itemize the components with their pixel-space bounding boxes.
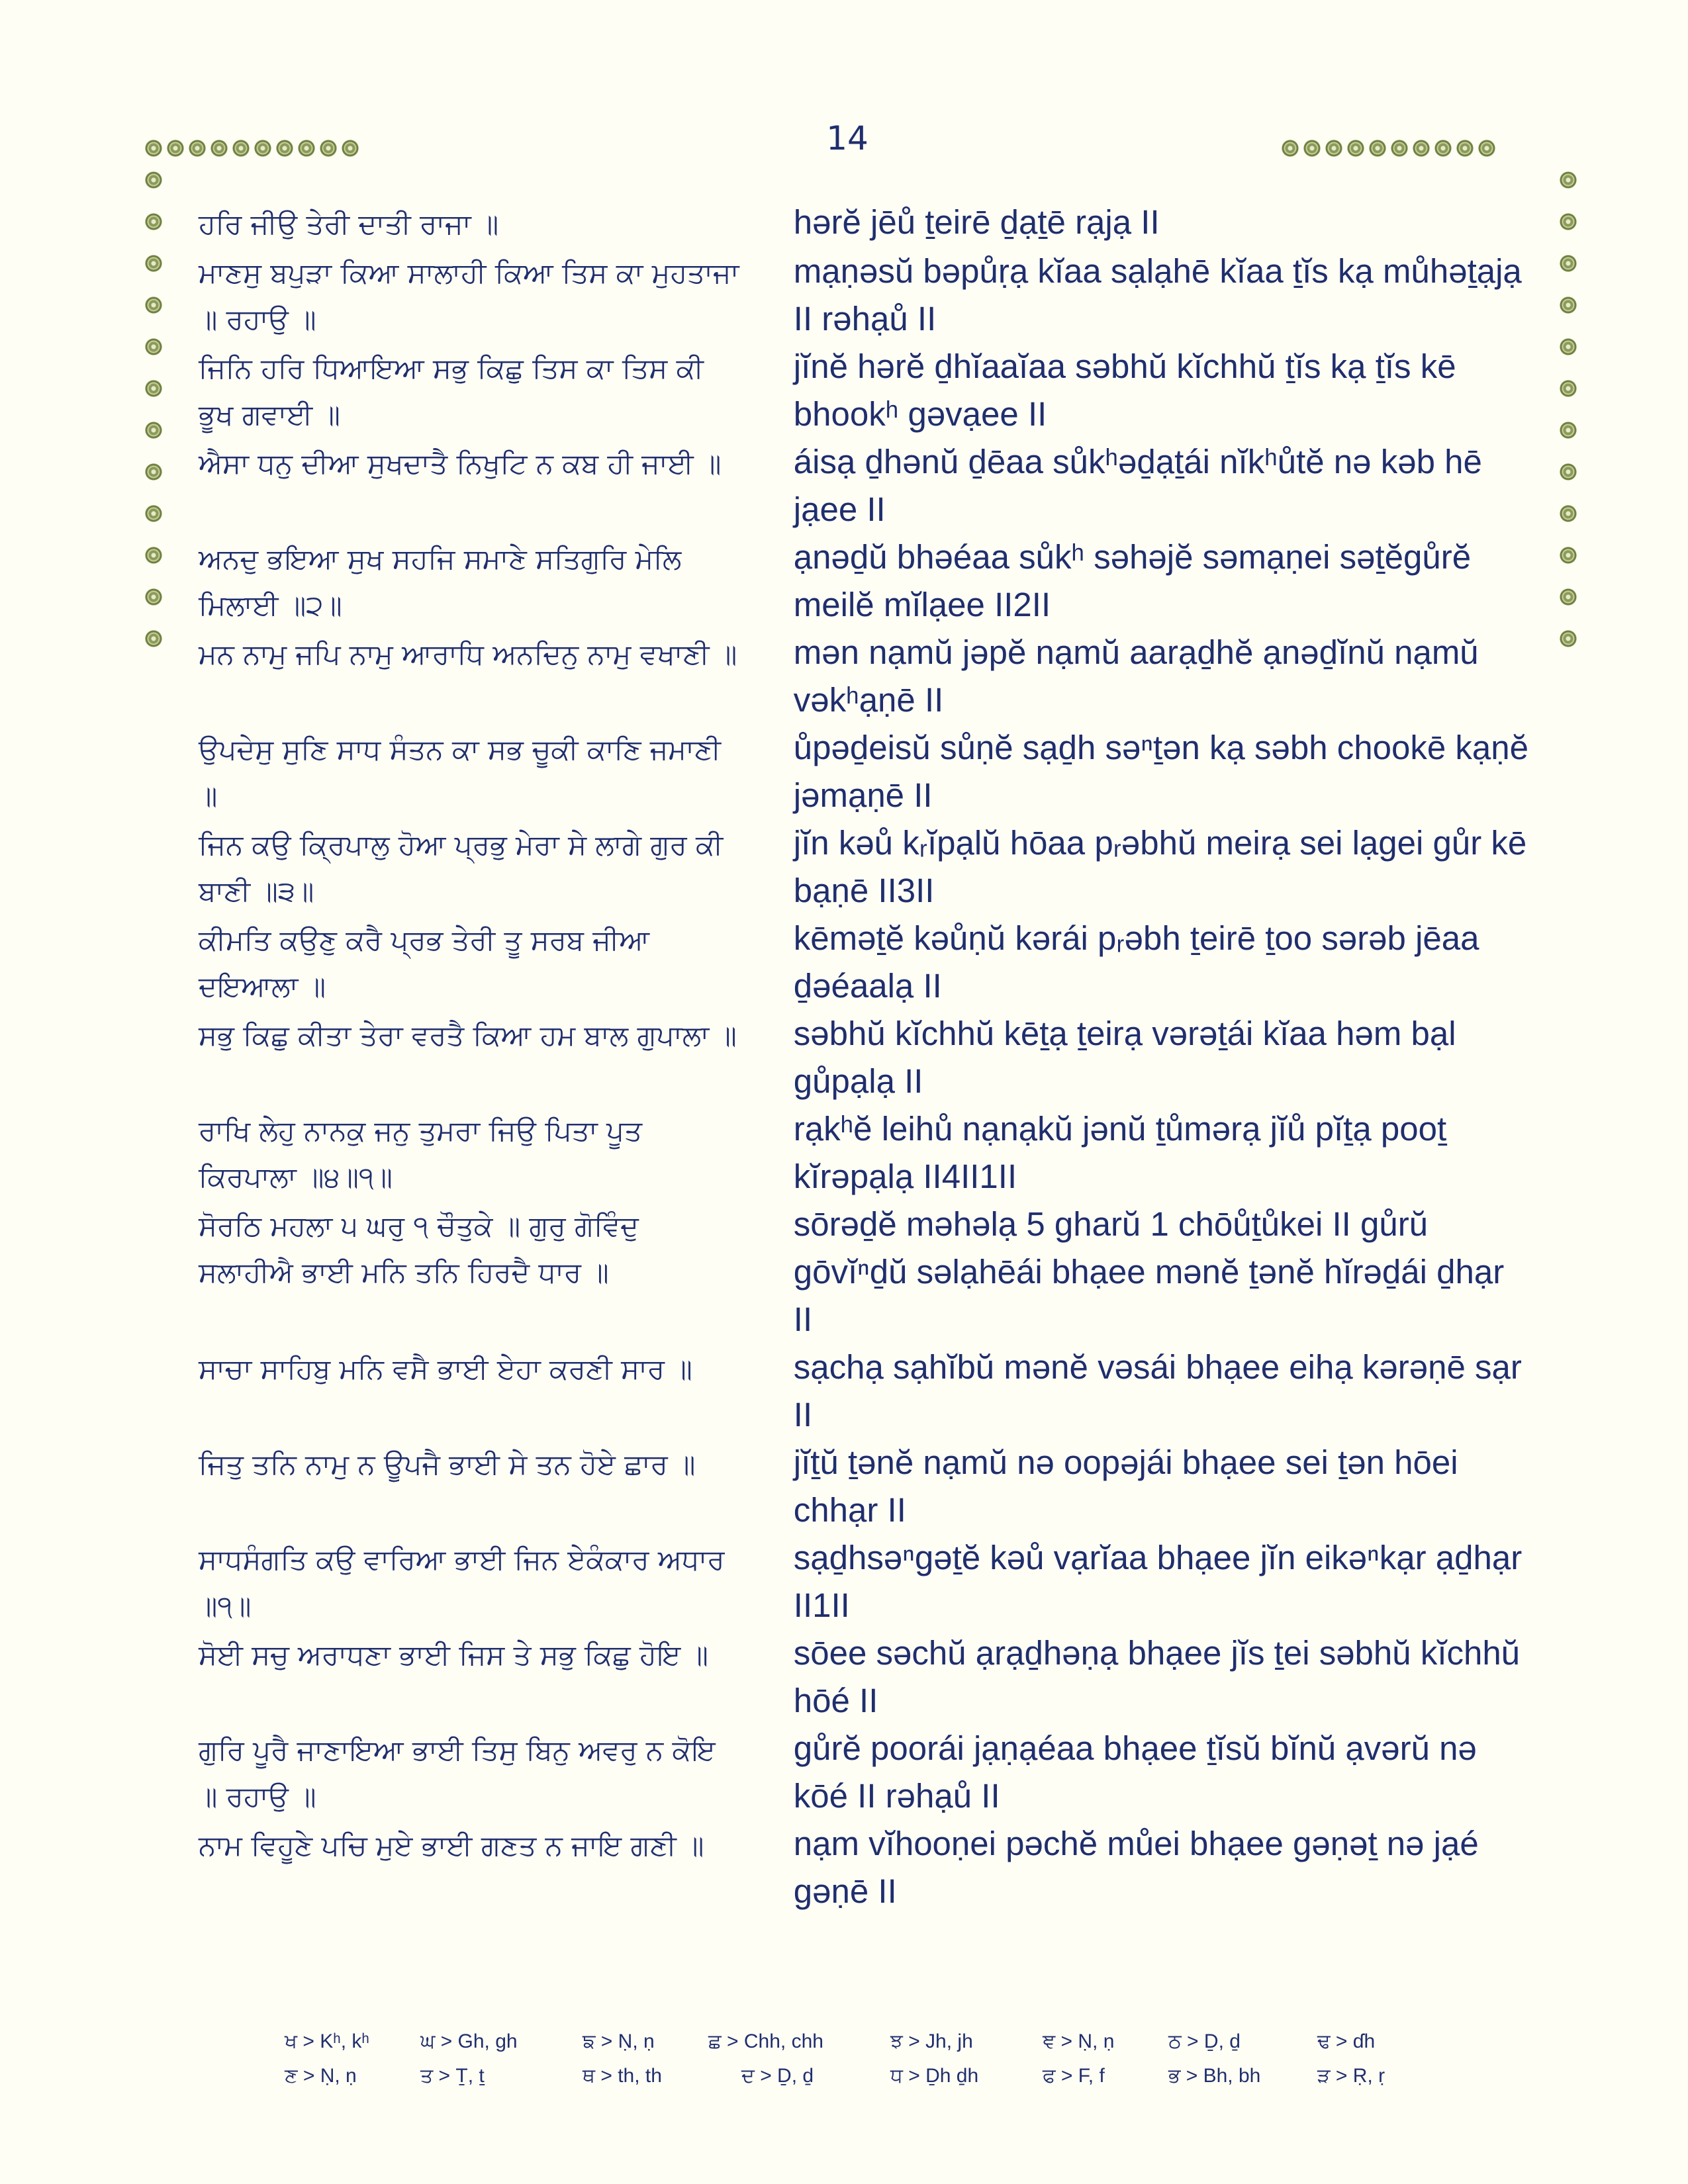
- gurmukhi-text: ਸੋਰਠਿ ਮਹਲਾ ੫ ਘਰੁ ੧ ਚੌਤੁਕੇ ॥ ਗੁਰੁ ਗੋਵਿੰਦੁ ਸਲਾਹੀਐ ਭਾਈ ਮਨਿ ਤਨਿ ਹਿਰਦੈ ਧਾਰ ॥: [199, 1210, 639, 1289]
- flower-ornament-icon: [144, 546, 163, 565]
- flower-ornament-icon: [144, 212, 163, 231]
- verse-row: [199, 915, 1529, 1010]
- gurmukhi-text: ਮਾਣਸੁ ਬਪੁੜਾ ਕਿਆ ਸਾਲਾਹੀ ਕਿਆ ਤਿਸ ਕਾ ਮੁਹਤਾਜਾ ॥ ਰਹਾਉ ॥: [199, 257, 739, 336]
- transliteration-text: jĭn kəů kᵣĭpạlŭ hōaa pᵣəbhŭ meirạ sei lạgei gůr kē bạṇē II3II: [793, 824, 1527, 909]
- transliteration-text: jĭṯŭ ṯənĕ nạmŭ nə oopəjái bhạee sei ṯən hōei chhạr II: [793, 1443, 1458, 1529]
- verse-row: [199, 629, 1529, 724]
- transliteration-text: sạḏhsəⁿgəṯĕ kəů vạrĭaa bhạee jĭn eikəⁿkạr ạḏhạr II1II: [793, 1539, 1523, 1624]
- flower-ornament-icon: [210, 139, 228, 158]
- flower-ornament-icon: [1559, 254, 1577, 273]
- flower-ornament-icon: [1559, 379, 1577, 398]
- verse-row: [199, 438, 1529, 533]
- legend-item: ਤ > Ṯ, ṯ: [420, 2065, 485, 2087]
- legend-item: ਥ > th, th: [583, 2065, 662, 2087]
- legend-item: ਖ > Kʰ, kʰ: [285, 2030, 369, 2052]
- transliteration-text: jĭnĕ hərĕ ḏhĭaaĭaa səbhŭ kĭchhŭ ṯĭs kạ ṯĭs kē bhookʰ gəvạee II: [793, 347, 1456, 433]
- legend-item: ਠ > Ḏ, ḏ: [1168, 2030, 1241, 2052]
- page-number: 14: [826, 119, 868, 158]
- flower-ornament-icon: [341, 139, 359, 158]
- flower-ornament-icon: [1434, 139, 1452, 158]
- flower-ornament-icon: [1281, 139, 1299, 158]
- flower-ornament-icon: [232, 139, 250, 158]
- flower-ornament-icon: [297, 139, 316, 158]
- verse-row: [199, 1010, 1529, 1105]
- gurmukhi-text: ਜਿਨ ਕਉ ਕ੍ਰਿਪਾਲੁ ਹੋਆ ਪ੍ਰਭੁ ਮੇਰਾ ਸੇ ਲਾਗੇ ਗੁਰ ਕੀ ਬਾਣੀ ॥੩॥: [199, 829, 724, 907]
- flower-ornament-icon: [1412, 139, 1430, 158]
- legend-item: ਫ > F, f: [1043, 2065, 1105, 2087]
- transliteration-text: səbhŭ kĭchhŭ kēṯạ ṯeirạ vərəṯái kĭaa həm bạl gůpạlạ II: [793, 1015, 1456, 1100]
- flower-ornament-icon: [188, 139, 207, 158]
- flower-ornament-icon: [1559, 171, 1577, 189]
- verse-row: [199, 1820, 1529, 1915]
- flower-ornament-icon: [275, 139, 294, 158]
- verse-row: [199, 1725, 1529, 1820]
- flower-ornament-icon: [1559, 546, 1577, 565]
- legend-item: ਛ > Chh, chh: [708, 2030, 823, 2052]
- legend-item: ਙ > Ṇ, ṇ: [583, 2030, 655, 2052]
- verse-row: [199, 1629, 1529, 1725]
- legend-item: ਧ > Ḏh ḏh: [890, 2065, 979, 2087]
- verse-row: [199, 1439, 1529, 1534]
- verse-row: [199, 1534, 1529, 1629]
- flower-ornament-icon: [319, 139, 338, 158]
- transliteration-text: áisạ ḏhənŭ ḏēaa sůkʰəḏạṯái nĭkʰůtĕ nə kəb hē jạee II: [793, 443, 1482, 528]
- flower-ornament-icon: [1559, 588, 1577, 606]
- flower-ornament-icon: [144, 588, 163, 606]
- verse-row: [199, 724, 1529, 819]
- gurmukhi-text: ਉਪਦੇਸੁ ਸੁਣਿ ਸਾਧ ਸੰਤਨ ਕਾ ਸਭ ਚੂਕੀ ਕਾਣਿ ਜਮਾਣੀ ॥: [199, 733, 721, 812]
- verse-row: [199, 343, 1529, 438]
- transliteration-text: sōrəḏĕ məhəlạ 5 gharŭ 1 chōůṯůkei II gůrŭ gōvĭⁿḏŭ səlạhēái bhạee mənĕ ṯənĕ hĭrəḏái ḏhạr II: [793, 1205, 1505, 1338]
- transliteration-text: kēməṯĕ kəůṇŭ kərái pᵣəbh ṯeirē ṯoo sərəb jēaa ḏəéaalạ II: [793, 919, 1479, 1005]
- transliteration-text: gůrĕ poorái jạṇạéaa bhạee ṯĭsŭ bĭnŭ ạvərŭ nə kōé II rəhạů II: [793, 1729, 1477, 1815]
- transliteration-text: mạṇəsŭ bəpůṛạ kĭaa sạlạhē kĭaa ṯĭs kạ můhəṯạjạ II rəhạů II: [793, 252, 1522, 338]
- flower-ornament-icon: [1559, 421, 1577, 439]
- verse-row: [199, 1343, 1529, 1439]
- gurmukhi-text: ਐਸਾ ਧਨੁ ਦੀਆ ਸੁਖਦਾਤੈ ਨਿਖੁਟਿ ਨ ਕਬ ਹੀ ਜਾਈ ॥: [199, 447, 722, 480]
- flower-ornament-icon: [1303, 139, 1321, 158]
- transliteration-text: nạm vĭhooṇei pəchĕ můei bhạee gəṇəṯ nə jạé gəṇē II: [793, 1825, 1479, 1910]
- gurmukhi-text: ਸੋਈ ਸਚੁ ਅਰਾਧਣਾ ਭਾਈ ਜਿਸ ਤੇ ਸਭੁ ਕਿਛੁ ਹੋਇ ॥: [199, 1639, 708, 1671]
- legend-item: ਭ > Bh, bh: [1168, 2065, 1261, 2087]
- flower-ornament-icon: [1390, 139, 1409, 158]
- gurmukhi-text: ਅਨਦੁ ਭਇਆ ਸੁਖ ਸਹਜਿ ਸਮਾਣੇ ਸਤਿਗੁਰਿ ਮੇਲਿ ਮਿਲਾਈ ॥੨॥: [199, 543, 682, 621]
- gurmukhi-text: ਗੁਰਿ ਪੂਰੈ ਜਾਣਾਇਆ ਭਾਈ ਤਿਸੁ ਬਿਨੁ ਅਵਰੁ ਨ ਕੋਇ ॥ ਰਹਾਉ ॥: [199, 1734, 716, 1813]
- flower-ornament-icon: [1559, 338, 1577, 356]
- flower-ornament-icon: [1368, 139, 1387, 158]
- legend-item: ਞ > Ṇ, ṇ: [1043, 2030, 1115, 2052]
- verse-row: [199, 248, 1529, 343]
- gurmukhi-text: ਕੀਮਤਿ ਕਉਣੁ ਕਰੈ ਪ੍ਰਭ ਤੇਰੀ ਤੂ ਸਰਬ ਜੀਆ ਦਇਆਲਾ ॥: [199, 924, 650, 1003]
- legend-item: ੜ > Ṛ, ṛ: [1317, 2065, 1385, 2087]
- transliteration-text: rạkʰĕ leihů nạnạkŭ jənŭ ṯůmərạ jĭů pĭṯạ pooṯ kĭrəpạlạ II4II1II: [793, 1110, 1447, 1195]
- flower-ornament-icon: [144, 629, 163, 648]
- gurmukhi-text: ਰਾਖਿ ਲੇਹੁ ਨਾਨਕੁ ਜਨੁ ਤੁਮਰਾ ਜਿਉ ਪਿਤਾ ਪੂਤ ਕਿਰਪਾਲਾ ॥੪॥੧॥: [199, 1115, 643, 1193]
- legend-item: ਘ > Gh, gh: [420, 2030, 518, 2052]
- flower-ornament-icon: [254, 139, 272, 158]
- gurmukhi-text: ਜਿਨਿ ਹਰਿ ਧਿਆਇਆ ਸਭੁ ਕਿਛੁ ਤਿਸ ਕਾ ਤਿਸ ਕੀ ਭੂਖ ਗਵਾਈ ॥: [199, 352, 704, 431]
- transliteration-text: ạnəḏŭ bhəéaa sůkʰ səhəjĕ səmạṇei səṯĕgůrĕ meilĕ mĭlạee II2II: [793, 538, 1472, 623]
- flower-ornament-icon: [1559, 629, 1577, 648]
- gurmukhi-text: ਨਾਮ ਵਿਹੂਣੇ ਪਚਿ ਮੁਏ ਭਾਈ ਗਣਤ ਨ ਜਾਇ ਗਣੀ ॥: [199, 1829, 704, 1862]
- flower-ornament-icon: [144, 504, 163, 523]
- flower-ornament-icon: [1559, 463, 1577, 481]
- verse-row: [199, 199, 1529, 248]
- flower-ornament-icon: [166, 139, 185, 158]
- gurmukhi-text: ਸਭੁ ਕਿਛੁ ਕੀਤਾ ਤੇਰਾ ਵਰਤੈ ਕਿਆ ਹਮ ਬਾਲ ਗੁਪਾਲਾ ॥: [199, 1019, 737, 1052]
- flower-ornament-icon: [144, 139, 163, 158]
- flower-ornament-icon: [1346, 139, 1365, 158]
- flower-ornament-icon: [144, 421, 163, 439]
- verse-row: [199, 1201, 1529, 1343]
- flower-ornament-icon: [144, 296, 163, 314]
- verse-row: [199, 1105, 1529, 1201]
- legend-item: ਣ > Ṇ, ṇ: [285, 2065, 357, 2087]
- gurmukhi-text: ਜਿਤੁ ਤਨਿ ਨਾਮੁ ਨ ਊਪਜੈ ਭਾਈ ਸੇ ਤਨ ਹੋਏ ਛਾਰ ॥: [199, 1448, 696, 1480]
- flower-ornament-icon: [144, 171, 163, 189]
- gurmukhi-text: ਮਨ ਨਾਮੁ ਜਪਿ ਨਾਮੁ ਆਰਾਧਿ ਅਨਦਿਨੁ ਨਾਮੁ ਵਖਾਣੀ ॥: [199, 638, 737, 670]
- flower-ornament-icon: [144, 379, 163, 398]
- legend-row-1: [285, 2030, 1410, 2065]
- flower-ornament-icon: [1325, 139, 1343, 158]
- legend-item: ਢ > ɗh: [1317, 2030, 1376, 2052]
- flower-ornament-icon: [144, 463, 163, 481]
- flower-ornament-icon: [1559, 504, 1577, 523]
- verse-row: [199, 533, 1529, 629]
- flower-ornament-icon: [144, 254, 163, 273]
- transliteration-legend: [285, 2030, 1410, 2099]
- gurmukhi-text: ਹਰਿ ਜੀਉ ਤੇਰੀ ਦਾਤੀ ਰਾਜਾ ॥: [199, 208, 499, 240]
- flower-ornament-icon: [144, 338, 163, 356]
- transliteration-text: hərĕ jēů ṯeirē ḏạṯē rạjạ II: [793, 203, 1160, 241]
- transliteration-text: mən nạmŭ jəpĕ nạmŭ aarạḏhĕ ạnəḏĭnŭ nạmŭ vəkʰạṇē II: [793, 633, 1479, 719]
- legend-item: ਦ > Ḏ, ḏ: [741, 2065, 814, 2087]
- flower-ornament-icon: [1559, 296, 1577, 314]
- legend-row-2: [285, 2065, 1410, 2099]
- transliteration-text: ůpəḏeisŭ sůṇĕ sạḏh səⁿṯən kạ səbh chookē kạṇĕ jəmạṇē II: [793, 729, 1529, 814]
- flower-ornament-icon: [1456, 139, 1474, 158]
- gurmukhi-text: ਸਾਧਸੰਗਤਿ ਕਉ ਵਾਰਿਆ ਭਾਈ ਜਿਨ ਏਕੰਕਾਰ ਅਧਾਰ ॥੧॥: [199, 1543, 725, 1622]
- gurmukhi-text: ਸਾਚਾ ਸਾਹਿਬੁ ਮਨਿ ਵਸੈ ਭਾਈ ਏਹਾ ਕਰਣੀ ਸਾਰ ॥: [199, 1353, 692, 1385]
- verse-list: [199, 199, 1529, 1915]
- flower-ornament-icon: [1559, 212, 1577, 231]
- flower-ornament-icon: [1477, 139, 1496, 158]
- legend-item: ਝ > Jh, jh: [890, 2030, 973, 2052]
- verse-row: [199, 819, 1529, 915]
- transliteration-text: sạchạ sạhĭbŭ mənĕ vəsái bhạee eihạ kərəṇē sạr II: [793, 1348, 1522, 1433]
- transliteration-text: sōee səchŭ ạrạḏhəṇạ bhạee jĭs ṯei səbhŭ kĭchhŭ hōé II: [793, 1634, 1521, 1719]
